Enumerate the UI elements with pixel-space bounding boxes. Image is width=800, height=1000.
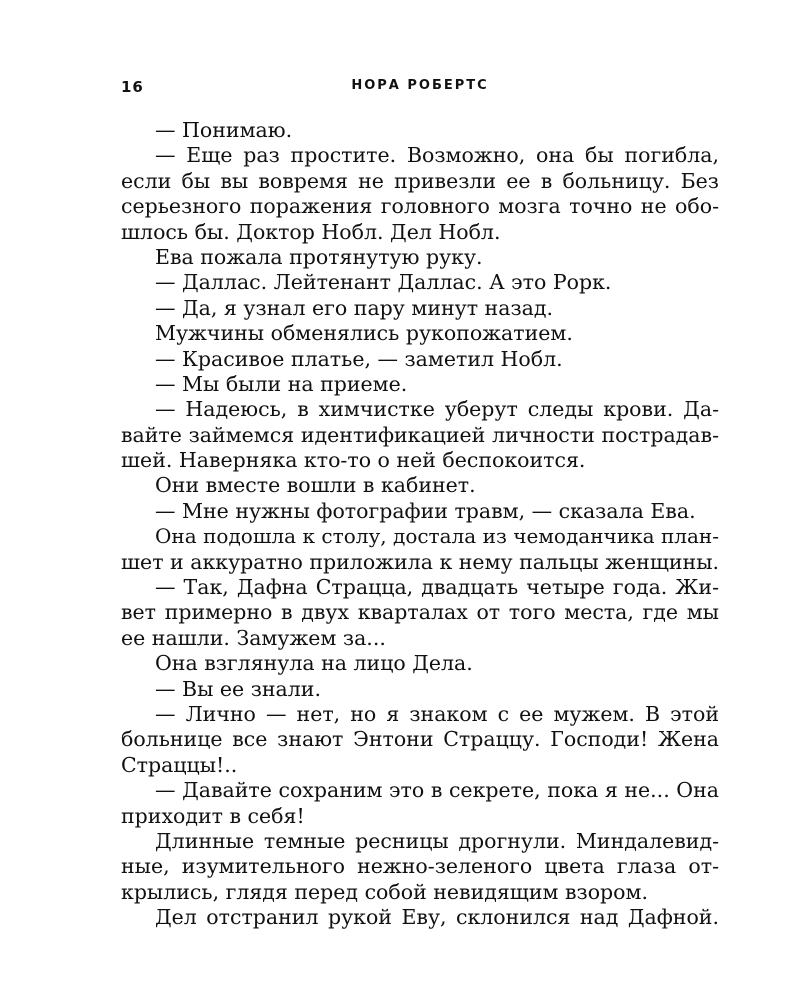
text-line: вет примерно в двух кварталах от того места, где мы — [121, 600, 719, 625]
text-line: — Красивое платье, — заметил Нобл. — [155, 346, 563, 371]
text-line: — Так, Дафна Страцца, двадцать четыре года. Жи- — [155, 575, 719, 600]
text-line: — Надеюсь, в химчистке уберут следы крови. Да- — [155, 397, 719, 422]
text-line: Она подошла к столу, достала из чемоданчика план- — [155, 524, 719, 549]
running-header — [121, 78, 719, 102]
text-line: шей. Наверняка кто-то о ней беспокоится. — [121, 448, 586, 473]
text-line: — Лично — нет, но я знаком с ее мужем. В этой — [155, 701, 719, 726]
text-line: шет и аккуратно приложила к нему пальцы женщины. — [121, 549, 720, 574]
text-line: крылись, глядя перед собой невидящим взором. — [121, 879, 648, 904]
body-text — [121, 118, 719, 931]
text-line: — Да, я узнал его пару минут назад. — [155, 295, 553, 320]
text-line: Они вместе вошли в кабинет. — [155, 473, 476, 498]
text-line: ее нашли. Замужем за... — [121, 625, 386, 650]
text-line: больнице все знают Энтони Страццу. Господи! Жена — [121, 727, 719, 752]
text-line: серьезного поражения головного мозга точно не обо- — [121, 194, 719, 219]
text-line: Ева пожала протянутую руку. — [155, 244, 483, 269]
text-line: ные, изумительного нежно-зеленого цвета глаза от- — [121, 854, 719, 879]
text-line: — Вы ее знали. — [155, 676, 321, 701]
text-line: Она взглянула на лицо Дела. — [155, 651, 473, 676]
text-line: — Мы были на приеме. — [155, 371, 408, 396]
text-line: Страццы!.. — [121, 752, 238, 777]
text-line: Дел отстранил рукой Еву, склонился над Дафной. — [155, 905, 719, 930]
text-line: — Мне нужны фотографии травм, — сказала Ева. — [155, 498, 696, 523]
text-line: шлось бы. Доктор Нобл. Дел Нобл. — [121, 219, 501, 244]
text-line: вайте займемся идентификацией личности пострадав- — [121, 422, 719, 447]
text-line: — Еще раз простите. Возможно, она бы погибла, — [155, 143, 719, 168]
text-line: — Понимаю. — [155, 118, 293, 142]
page-number: 16 — [121, 78, 144, 96]
text-line: — Давайте сохраним это в секрете, пока я не... Она — [155, 778, 719, 803]
text-line: если бы вы вовремя не привезли ее в больницу. Без — [121, 168, 719, 193]
text-line: Мужчины обменялись рукопожатием. — [155, 321, 573, 346]
text-line: приходит в себя! — [121, 803, 305, 828]
text-line: Длинные темные ресницы дрогнули. Миндалевид- — [155, 828, 719, 853]
book-author: НОРА РОБЕРТС — [351, 78, 489, 93]
text-line: — Даллас. Лейтенант Даллас. А это Рорк. — [155, 270, 612, 295]
